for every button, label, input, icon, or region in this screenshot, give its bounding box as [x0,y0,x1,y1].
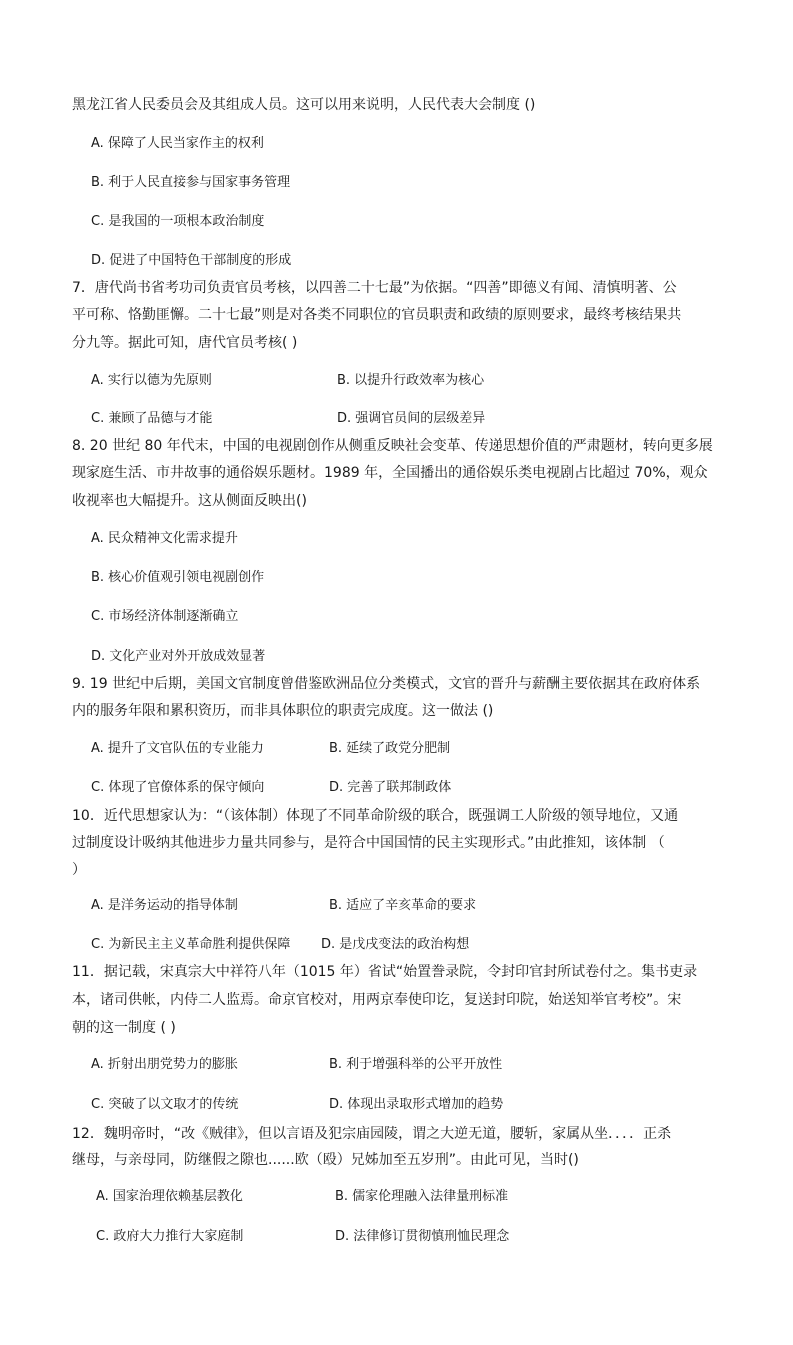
q9-stem-line-1: 9. 19 世纪中后期，美国文官制度曾借鉴欧洲品位分类模式，文官的晋升与薪酬主要依据其在政府体系 [72,676,701,692]
q12-option-b: B. 儒家伦理融入法律量刑标准 [335,1189,509,1204]
q7-option-d: D. 强调官员间的层级差异 [337,411,486,426]
q8-option-d: D. 文化产业对外开放成效显著 [91,649,266,664]
q10-option-c: C. 为新民主主义革命胜利提供保障 [91,937,291,952]
q9-option-d: D. 完善了联邦制政体 [329,780,452,795]
q7-option-a: A. 实行以德为先原则 [91,373,212,388]
q12-option-d: D. 法律修订贯彻慎刑恤民理念 [335,1229,510,1244]
q12-stem-line-2: 继母，与亲母同，防继假之隙也......欧（殴）兄姊加至五岁刑”。由此可见，当时() [72,1152,579,1168]
q8-stem-line-2: 现家庭生活、市井故事的通俗娱乐题材。1989 年，全国播出的通俗娱乐类电视剧占比超过 70%，观众 [72,465,708,481]
q11-option-b: B. 利于增强科举的公平开放性 [329,1057,503,1072]
q7-stem-line-3: 分九等。据此可知，唐代官员考核( ) [72,335,298,351]
q7-option-b: B. 以提升行政效率为核心 [337,373,485,388]
q11-option-a: A. 折射出朋党势力的膨胀 [91,1057,238,1072]
q12-option-a: A. 国家治理依赖基层教化 [96,1189,243,1204]
q10-stem-line-2: 过制度设计吸纳其他进步力量共同参与，是符合中国国情的民主实现形式。”由此推知，该体制 （ [72,835,665,851]
q11-stem-line-2: 本，诸司供帐，内侍二人监焉。命京官校对，用两京奉使印讫，复送封印院，始送知举官考校”。宋 [72,992,682,1008]
q6-option-d: D. 促进了中国特色干部制度的形成 [91,253,292,268]
q6-option-a: A. 保障了人民当家作主的权利 [91,136,264,151]
q6-stem-tail: 黑龙江省人民委员会及其组成人员。这可以用来说明，人民代表大会制度 () [72,97,536,113]
q8-option-a: A. 民众精神文化需求提升 [91,531,238,546]
q9-stem-line-2: 内的服务年限和累积资历，而非具体职位的职责完成度。这一做法 () [72,703,494,719]
q7-stem-line-2: 平可称、恪勤匪懈。二十七最”则是对各类不同职位的官员职责和政绩的原则要求，最终考核结果共 [72,307,682,323]
q9-option-a: A. 提升了文官队伍的专业能力 [91,741,264,756]
q12-option-c: C. 政府大力推行大家庭制 [96,1229,244,1244]
q7-option-c: C. 兼顾了品德与才能 [91,411,213,426]
q11-stem-line-3: 朝的这一制度 ( ) [72,1020,176,1036]
q6-option-c: C. 是我国的一项根本政治制度 [91,214,265,229]
q8-option-b: B. 核心价值观引领电视剧创作 [91,570,265,585]
q10-option-b: B. 适应了辛亥革命的要求 [329,898,477,913]
q6-option-b: B. 利于人民直接参与国家事务管理 [91,175,291,190]
q11-option-c: C. 突破了以文取才的传统 [91,1097,239,1112]
q9-option-b: B. 延续了政党分肥制 [329,741,451,756]
q10-stem-line-1: 10．近代思想家认为：“（该体制）体现了不同革命阶级的联合，既强调工人阶级的领导地位，又通 [72,808,679,824]
q10-option-d: D. 是戊戌变法的政治构想 [321,937,470,952]
q8-option-c: C. 市场经济体制逐渐确立 [91,609,239,624]
q12-stem-line-1: 12．魏明帝时，“改《贼律》，但以言语及犯宗庙园陵，谓之大逆无道，腰斩，家属从坐．．．．正杀 [72,1126,672,1142]
q11-option-d: D. 体现出录取形式增加的趋势 [329,1097,504,1112]
q8-stem-line-3: 收视率也大幅提升。这从侧面反映出() [72,493,307,509]
q9-option-c: C. 体现了官僚体系的保守倾向 [91,780,265,795]
q7-stem-line-1: 7．唐代尚书省考功司负责官员考核，以四善二十七最”为依据。“四善”即德义有闻、清慎明著、公 [72,280,677,296]
q10-stem-line-3: ） [72,862,86,878]
q10-option-a: A. 是洋务运动的指导体制 [91,898,238,913]
q11-stem-line-1: 11．据记载，宋真宗大中祥符八年（1015 年）省试“始置誊录院，令封印官封所试卷付之。集书吏录 [72,964,698,980]
q8-stem-line-1: 8. 20 世纪 80 年代末，中国的电视剧创作从侧重反映社会变革、传递思想价值的严肃题材，转向更多展 [72,438,713,454]
